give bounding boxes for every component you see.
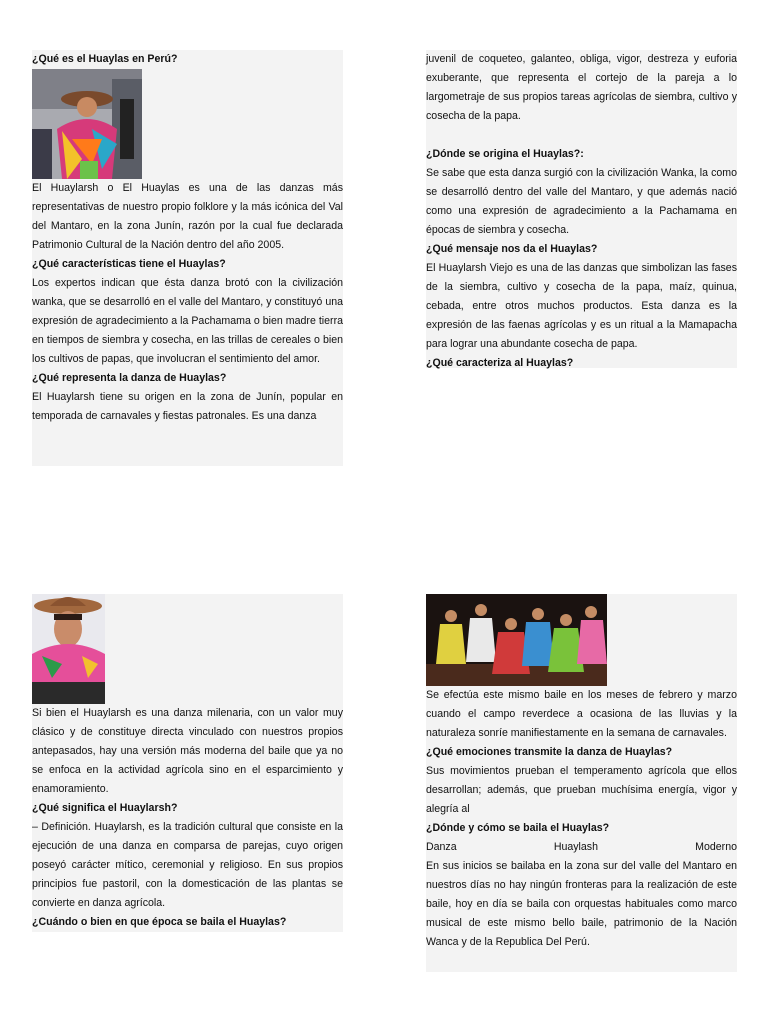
column-1 xyxy=(32,50,343,466)
paragraph-inicios: En sus inicios se bailaba en la zona sur del valle del Mantaro en nuestros días no hay ningún fronteras para la realización de este baile, hoy en día se baila con orquestas habituales como marco musical de este mismo bello baile, patrimonio de la Nación Wanca y de la Republica Del Perú. xyxy=(426,860,737,948)
paragraph-continuacion: juvenil de coqueteo, galanteo, obliga, vigor, destreza y euforia exuberante, que representa el cortejo de la pareja a lo largometraje de sus propios tareas agrícolas de siembra, cultivo y cosecha de la papa. xyxy=(426,53,737,122)
spacer xyxy=(426,126,737,145)
heading-que-caracteriza: ¿Qué caracteriza al Huaylas? xyxy=(426,357,574,369)
line-danza-huaylash-moderno xyxy=(426,838,737,857)
column-4 xyxy=(426,594,737,972)
paragraph-intro: El Huaylarsh o El Huaylas es una de las danzas más representativas de nuestro propio folklore y la más icónica del Val del Mantaro, en la zona Junín, razón por la cual fue declarada Patrimonio Cultural de la Nación dentro del año 2005. xyxy=(32,182,343,251)
column-3 xyxy=(32,594,343,932)
paragraph-version-moderna: Si bien el Huaylarsh es una danza milenaria, con un valor muy clásico y de constituye directa vinculado con nuestros propios antepasados, hay una versión más moderna del baile que ya no se enfoca en la actividad agrícola sino en el esparcimiento y enamoramiento. xyxy=(32,707,343,795)
heading-emociones: ¿Qué emociones transmite la danza de Huaylas? xyxy=(426,746,673,758)
heading-donde-se-origina: ¿Dónde se origina el Huaylas?: xyxy=(426,148,584,160)
paragraph-meses: Se efectúa este mismo baile en los meses de febrero y marzo cuando el campo reverdece a ocasiona de las lluvias y la naturaleza sonríe manifiestamente en la semana de carnavales. xyxy=(426,689,737,739)
heading-que-significa: ¿Qué significa el Huaylarsh? xyxy=(32,802,178,814)
photo-dance-group xyxy=(426,594,607,686)
word-moderno: Moderno xyxy=(695,841,737,853)
word-huaylash: Huaylash xyxy=(553,841,598,853)
paragraph-mensaje: El Huaylarsh Viejo es una de las danzas que simbolizan las fases de la siembra, cultivo y cosecha de la papa, maíz, quinua, cebada, entre otros muchos productos. Esta danza es la expresión de las faenas agrícolas y es un ritual a la Mamapacha para lograr una abundante cosecha de papa. xyxy=(426,262,737,350)
paragraph-definicion: – Definición. Huaylarsh, es la tradición cultural que consiste en la ejecución de una danza en comparsa de parejas, cuyo origen poseyó carácter mítico, ceremonial y religioso. En sus propios principios fue pastoril, con la domesticación de las plantas se convierte en danza agrícola. xyxy=(32,821,343,909)
heading-caracteristicas: ¿Qué características tiene el Huaylas? xyxy=(32,258,226,270)
paragraph-representa: El Huaylarsh tiene su origen en la zona de Junín, popular en temporada de carnavales y fiestas patronales. Es una danza xyxy=(32,391,343,422)
heading-que-es-huaylas: ¿Qué es el Huaylas en Perú? xyxy=(32,53,178,65)
paragraph-caracteristicas: Los expertos indican que ésta danza brotó con la civilización wanka, que se desarrolló en el valle del Mantaro, y constituyó una expresión de agradecimiento a la Pachamama o bien madre tierra en tiempos de siembra y cosecha, en las trillas de cereales o bien los cultivos de papas, que involucran el sentimiento del amor. xyxy=(32,277,343,365)
paragraph-emociones: Sus movimientos prueban el temperamento agrícola que ellos desarrollan; además, que prueban muchísima energía, vigor y alegría al xyxy=(426,765,737,815)
photo-dancer-colorful xyxy=(32,69,142,179)
heading-donde-y-como: ¿Dónde y cómo se baila el Huaylas? xyxy=(426,822,610,834)
photo-woman-hat xyxy=(32,594,105,704)
heading-cuando-se-baila: ¿Cuándo o bien en que época se baila el Huaylas? xyxy=(32,916,287,928)
heading-que-representa: ¿Qué representa la danza de Huaylas? xyxy=(32,372,227,384)
column-2 xyxy=(426,50,737,368)
paragraph-origen: Se sabe que esta danza surgió con la civilización Wanka, la como se desarrolló dentro del valle del Mantaro, y que además nació como una expresión de agradecimiento a la Pachamama en épocas de siembra y cosecha. xyxy=(426,167,737,236)
word-danza: Danza xyxy=(426,841,457,853)
heading-mensaje: ¿Qué mensaje nos da el Huaylas? xyxy=(426,243,598,255)
